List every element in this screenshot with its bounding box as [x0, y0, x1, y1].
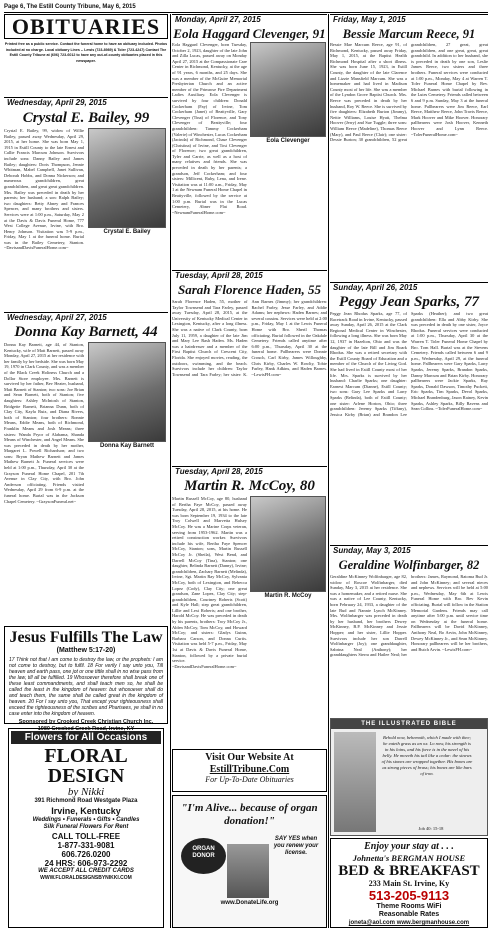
- floral-services: Weddings • Funerals • Gifts • Candles: [32, 816, 140, 823]
- obit-body-continued: [88, 237, 168, 307]
- obit-name: Eola Haggard Clevenger, 91: [173, 26, 326, 41]
- obit-photo: [250, 496, 326, 592]
- floral-hours: 24 HRS: 606-973-2292: [44, 858, 128, 868]
- obit-body: Crystal E. Bailey, 99, widow of Willie Bailey, passed away Wednesday, April 29, 2015, at her home. She was born May 1, 1915 in Estill County to the late Ernest and Callie Francis Marcum Johnson. Survivors include sons: Danny Bailey and James Bailey; daughters: Doris Thompson, Jennie Whitman, Mabel Campbell, Janet Sullivan, Deborah Hobbs, and Donna Nickerson; and numerous grandchildren, great grandchildren, and great great grandchildren. Mrs. Bailey was preceded in death by her parents; her husband; a son: Ralph Bailey; two daughters: Betty Abney and Frances Spencer, and many brothers and sisters. Services were at 1:00 p.m., Saturday, May 2 at the Davis & Davis Funeral Home, 777 West College Avenue, Irvine, with Bro. Henry Johnson. Visitation was 5-9 p.m., Friday, May 1 at the funeral home. Burial was in the Bailey Cemetery, Stanton. ~DavisandDavisFuneralHome.com~: [4, 128, 84, 251]
- obit-photo: [88, 342, 166, 442]
- floral-call: CALL TOLL-FREE: [51, 831, 121, 841]
- bible-title: THE ILLUSTRATED BIBLE: [331, 719, 487, 729]
- floral-by: by Nikki: [67, 786, 105, 798]
- scripture-reference: (Matthew 5:17-20): [56, 647, 116, 654]
- illustrated-bible-panel: [330, 718, 488, 836]
- obit-body: Martin Russell McCoy, age 80, husband of Bertha Faye McCoy, passed away Tuesday, April 28, 2015, at his home. He was born September 19, 1934 to the late Troy Colwell and Marvetta Hulsey McCoy. He was a Marine Corps veteran, serving from 1953-1962. Martin was a retired construction worker. Survivors include his wife, Bertha Faye Spencer McCoy, Stanton; sons, Martin Russell McCoy Jr. (Sheila), West Bend, and Darrell McCoy (Tina), Stanton; one daughter, Belinda Barnett (Danny), Irvine; grandchildren, Zachary Barnett (Melinda), Irvine, Sgt. Martin Ray McCoy, Sylvania McCoy, both of Lexington, and Rebecca Lopez (Cody), Clay City; one great grandson, Zane Lopez, Clay City; step-grandchildren, Courtney Roberts (Scott) and Kyle Hall; step great grandchildren, Lillie and Lexi Roberts; and one brother, Harold McCoy. He was preceded in death by his parents, brothers: Troy McCoy Jr., Alden McCoy, Tom McCoy, and Howard McCoy; and sisters: Gladys Guinn, Barbara Carson, and Donna Curtis. Visitation was held 5-7 p.m., Friday, May 1st at Davis & Davis Funeral Home, Stanton, followed by a private burial service. ~DavisandDavisFuneralHome.com~: [172, 496, 247, 669]
- obit-date: Tuesday, April 28, 2015: [172, 466, 327, 477]
- organ-ad-photo: [227, 844, 269, 898]
- obit-body: Geraldine McKinney Wolfinbarger, age 82, widow of Roscoe Wolfinbarger, died Sunday, May 3, 2015 at her residence. She was a homemaker, and a retired nurse. She was a native of Lee County, Kentucky, born February 24, 1933, a daughter of the late Bud and Nannie Lynch McKinney. Mrs. Wolfinbarger was preceded in death by her husband, her brothers Dewey McKinney, B.P. McKinney and Jessie Hopper; and her sister, Lillie Hopper. Survivors include her son Darrell Wolfinbarger (Joy); one granddaughter, Sabrina Neal (Anthony); her granddaughters Sierra and Hailee Neal; her brothers: James, Raymond, Ratoma Bud Jr. and John McKinney; and several nieces and nephews. Services will be held at 5:00 p.m., Wednesday, May 6th at Lewis Funeral Home with Bro. Bev Kevin officiating. Burial will follow in the Station Memorial Gardens. Friends may call anytime after 5:00 p.m. until service time on Wednesday at the funeral home. Pallbearers will be David McKinney, Anthony Neal, Bo Arvin, John McKinney, Dewey McKinney Jr., and Sean McKinney. Honorary pallbearers will be her brothers, and Butch Arvin. ~LewisFH.com~: [330, 574, 488, 658]
- obit-body-continued: [250, 602, 327, 744]
- photo-caption: Eola Clevenger: [266, 138, 310, 144]
- photo-caption: Crystal E. Bailey: [103, 229, 151, 235]
- column-divider: [328, 14, 329, 928]
- scripture-title: Jesus Fulfills The Law: [9, 629, 163, 646]
- page-header: Page 6, The Estill County Tribune, May 6, 2015: [4, 2, 488, 13]
- bed-and-breakfast-ad: [330, 838, 488, 928]
- bnb-house: Johnetta's BERGMAN HOUSE: [352, 853, 466, 863]
- website-ad-line1: Visit Our Website At: [205, 752, 294, 763]
- floral-name: FLORAL DESIGN: [44, 745, 128, 787]
- obit-name: Donna Kay Barnett, 44: [14, 324, 158, 340]
- obit-photo: [88, 128, 166, 228]
- bible-source: Job 40: 15-18: [418, 826, 444, 831]
- scripture-address: 1980 Crooked Creek Road, Irvine, KY: [37, 725, 135, 732]
- obit-name: Peggy Jean Sparks, 77: [339, 294, 479, 310]
- floral-silk: Silk Funeral Flowers For Rent: [43, 824, 129, 830]
- photo-caption: Martin R. McCoy: [264, 593, 312, 599]
- floral-phone: 1-877-331-9081: [57, 840, 115, 850]
- scripture-verse: 17 Think not that I am come to destroy the law, or the prophets: I am not come to destroy, but to fulfil. 18 For verily I say unto you, Till heaven and earth pass, one jot or one tittle shall in no wise pass from the law, till all be fulfilled. 19 Whosoever therefore shall break one of these least commandments, and shall teach men so, he shall be called the least in the kingdom of heaven: but whosoever shall do and teach them, the same shall be called great in the kingdom of heaven. 20 For I say unto you, That except your righteousness shall exceed the righteousness of the scribes and Pharisees, ye shall in no case enter into the kingdom of heaven.: [9, 657, 163, 717]
- obit-body: Donna Kay Barnett, age 44, of Stanton, Kentucky, wife of Matt Barnett, passed away Monday, April 27, 2015 at her residence with her family by her bedside. She was born May 19, 1970 in Clark County, and was a member of the Black Creek Holiness Church and a Dollar Store employee. Mrs. Barnett is survived by her father, Bev Heater, husband, Matt Barnett of Stanton; two sons: Joe Brian and Sean Barnett, both of Stanton; five daughters: Ashley McIntosh of Stanton, Bridgette Barnett, Brianna Dunn, both of Clay City, Kayla Ruiz, and Diana Rivers, both of Stanton; four brothers: Ronnie Means, Eddie Means, both of Richmond, Franklin Means and Josh Means; three sisters: Wanda Pryor of Alabama, Shanda Means of Winchester, and Angel Means. She was preceded in death by her mother, Margaret L. Powell Richardson; and two sons: Bryan Mathew Barnett and James Mathew Barnett Jr. Funeral services were held at 1:00 p.m., Thursday, April 30 at the Grayson Funeral Home Chapel, 201 7th Avenue in Clay City, with Bro. John Anderson officiating. Friends visited Wednesday, April 29 from 6-9 p.m. at the funeral home. Burial was in the Jackson Chapel Cemetery. ~GraysonFuneral.net~: [4, 342, 84, 504]
- bnb-enjoy: Enjoy your stay at . . .: [364, 841, 454, 852]
- floral-design-ad: [8, 728, 164, 928]
- obituaries-note: Printed free as a public service. Contact the funeral home to have an obituary included. Photos included at no charge. Local obituary Lines -- Lewis (723-8989) & Toler (723-4247) Contact The Estill County Tribune at (606) 723-6012 to have any out-of-county obituaries placed in this newspaper.: [4, 42, 168, 63]
- bnb-web[interactable]: joneta@aol.com www.bergmanhouse.com: [348, 920, 470, 926]
- obit-date: Tuesday, April 28, 2015: [172, 270, 327, 281]
- bible-quote: Behold now, behemoth, which I made with thee; he eateth grass as an ox. Lo now, his strength is in his loins, and his force is in the navel of his belly. He moveth his tail like a cedar: the sinews of his stones are wrapped together. His bones are as strong pieces of brass; his bones are like bars of iron.: [381, 735, 473, 776]
- obit-name: Bessie Marcum Reece, 91: [342, 27, 476, 41]
- obit-date: Sunday, May 3, 2015: [330, 545, 488, 556]
- obit-body: Sarah Florence Haden, 55, mother of Taylor Townsend and Tara Farley, passed away Tuesday, April 28, 2015, at the University of Kentucky Medical Center in Lexington, Kentucky, after a long illness. She was a native of Clark County, born July 11, 1959, a daughter of the late Jim and Mary Lee Rash Haden. Ms. Haden was a hairdresser and a member of the First Baptist Church of Crescent City, Florida. She enjoyed movies, reading, the outdoors, swimming, and the beach. Survivors include her children: Taylor Townsend and Tara Farley; her sister: K. Ann Barnes (Jimmy); her grandchildren: Rachel Farley, Jesse Farley, and Addie Adams; her nephews: Haden Barnes; and several cousins. Services were held at 2:00 p.m., Friday, May 1 at the Lewis Funeral Home with Bro. Sheril Thomas officiating. Burial followed in the Oakdale Cemetery. Friends called anytime after 6:00 p.m., Thursday, April 30 at the funeral home. Pallbearers were Donnie Crouch, Carl Kirby, James Willoughby, Chris Kirby, Charles W. Rowlty, Tobie Farley, Hank Adkins, and Haden Barnes. ~LewisFH.com~: [172, 299, 327, 377]
- obit-date: Monday, April 27, 2015: [172, 14, 327, 25]
- bnb-address: 233 Main St. Irvine, Ky: [368, 879, 450, 888]
- bnb-rates: Reasonable Rates: [378, 911, 440, 918]
- bnb-amenities: Theme Rooms WiFi: [376, 903, 442, 910]
- obit-name: Martin R. McCoy, 80: [184, 478, 315, 494]
- obit-date: Friday, May 1, 2015: [330, 14, 488, 25]
- organ-say-yes: SAY YES when you renew your license.: [273, 836, 319, 856]
- website-ad: [172, 749, 327, 792]
- obit-photo: [250, 42, 326, 137]
- obit-body-continued: [250, 147, 327, 267]
- obituaries-title: OBITUARIES: [4, 14, 168, 39]
- floral-banner: Flowers for All Occasions: [11, 731, 161, 744]
- floral-web[interactable]: WWW.FLORALDESIGNSBYNIKKI.COM: [40, 875, 132, 881]
- website-ad-line3: For Up-To-Date Obituaries: [205, 775, 294, 784]
- obit-date: Wednesday, April 27, 2015: [4, 312, 168, 323]
- obit-body: Peggy Jean Rhodus Sparks, age 77, of Racetrack Road in Irvine, Kentucky, passed away Sunday, April 26, 2015 at the Clark Regional Medical Center in Winchester, following a long illness. She was born May 12, 1937 in Hazelton, Ohio and was the daughter of the late Bill and Jim Roark Rhodus. She was a retired secretary with the Estill County Board of Education and a member of the Church of the Living God. She had lived in Estill County most of her life. Mrs. Sparks is survived by her husband: Charlie Sparks; one daughter: Earnest Marcum (Dianne), Estill County; two sons: Gary Lee Sparks and Larry Sparks (Belinda), both of Estill County; one sister: Arlene Horton, Ohio; three grandchildren: Jeremy Sparks (Tiffany), Jessica Kirby (Brian) and Brandon Lee Sparks (Heather); and two great grandchildren: Ella and Abby Kirby. She was preceded in death by one sister, Joyce Rhodus. Funeral services were conducted at 1:00 p.m., Thursday, April 30 at the Warren T. Toler Funeral Home Chapel by Bro. Tom Hall. Burial was at the Stevens Cemetery. Friends called between 6 and 9 p.m., Wednesday, April 29, at the funeral home. Pallbearers were Gary Sparks, Larry Sparks, Jeremy Sparks, Brandon Sparks, Danny Marcum and Brian Kirby. Honorary pallbearers were Jackie Sparks, Ray Sparks, Donald Dawson, Timothy Puckett, Eric Sparks, Tim Sparks, Devol Sparks, Michael Brandenburg, Jason Rainey, Kevin Sparks, Ashley Sparks, Billy Ravens and Sean Collins. ~TolerFuneralHome.com~: [330, 311, 488, 417]
- obit-name: Geraldine Wolfinbarger, 82: [338, 558, 480, 572]
- obit-body: Bessie Mae Marcum Reece, age 91, of Richmond, Kentucky, passed away Friday, May 1, 2015, at the Baptist Health Richmond Hospital after a short illness. She was born June 15, 1923, in Estill County, the daughter of the late Clarence and Lizzie Mansfield Marcum. She was a homemaker and had lived in Madison County most of her life. She was a member of the Lyndon Grove Baptist Church. Mrs. Reece was preceded in death by her husband, Roy W. Reece. She is survived by five daughters: Elizabeth Burton (Jimmy), Nettie Williams, Louise Hyatt, Thelma Hoover (Jerry) and Sue Tuggle; three sons: William Reece (Madeline), Thomas Reece (Mary), and Paul Reece (Clair); one sister: Dessie Burton; 30 grandchildren, 52 great grandchildren, 27 great, great grandchildren, and one great, great, great grandchild. In addition to her husband, she is preceded in death by one son, Leslie James Reece, two sisters and three brothers. Funeral services were conducted at 1:00 p.m., Monday, May 4 at Warren T. Toler Funeral Home Chapel by Rev. Michael Barnes with burial following in the Lutes Cemetery. Friends called between 6 and 9 p.m. Sunday, May 3 at the funeral home. Pallbearers were Jim Reece, Earl Reece, Matthew Reece, John Travis Reece, Mark Hoover and Mike Hoover. Honorary pallbearers were Josh Hoover, Kenneth Hoover and Lynn Reece. ~TolerFuneralHome.com~: [330, 42, 488, 143]
- floral-phone-local: 606.726.0200: [61, 849, 111, 859]
- obit-date: Sunday, April 26, 2015: [330, 282, 488, 293]
- column-divider: [170, 14, 171, 928]
- obit-name: Sarah Florence Haden, 55: [177, 282, 321, 297]
- photo-caption: Donna Kay Barnett: [99, 443, 154, 449]
- bible-illustration: [334, 732, 376, 832]
- organ-website[interactable]: www.DonateLife.org: [220, 900, 279, 906]
- scripture-box: [4, 626, 168, 732]
- bnb-phone: 513-205-9113: [368, 888, 450, 903]
- obit-body-continued: [88, 452, 168, 617]
- floral-cards: WE ACCEPT ALL CREDIT CARDS: [38, 867, 134, 874]
- obit-name: Crystal E. Bailey, 99: [22, 110, 150, 126]
- scripture-sponsor: Sponsored by Crooked Creek Christian Church Inc.: [18, 719, 154, 725]
- floral-address: 391 Richmond Road Westgate Plaza: [34, 798, 138, 804]
- floral-city: Irvine, Kentucky: [51, 805, 121, 816]
- bnb-title: BED & BREAKFAST: [338, 863, 480, 879]
- obit-date: Wednesday, April 29, 2015: [4, 97, 168, 108]
- website-link[interactable]: EstillTribune.Com: [209, 764, 290, 775]
- organ-donation-ad: [172, 795, 327, 928]
- organ-donor-badge: ORGAN DONOR: [181, 838, 226, 874]
- organ-quote: "I'm Alive... because of organ donation!": [181, 802, 318, 827]
- obit-body: Eola Haggard Clevenger, born Tuesday, October 2, 1923, daughter of the late John and Zilla Lucas, passed away on Monday April 27, 2015 at the Compassionate Care Center in Richmond, Kentucky, at the age of 91 years, 6 months, and 25 days. She was a member of the McGuire Memorial Presbyterian Church and an active member of the Primrose Fire Department Ladies Auxiliary. Eola Clevenger is survived by four children: Donald Cockerham (Fay) of Irvine, Tom Cockerham (Janet) of Beattyville, Gary Clevenger (Tina) of Florence, and Tony Clevenger of Beattyville; four grandchildren: Tammy Cockerham (Valerie) of Winchester, Lucas Cockerham (Jacinda) of Richmond, Chase Clevenger (Christina) of Irvine, and Tosi Clevenger of Florence; two great grandchildren, Tyler and Carrie, as well as a host of many relatives and friends. She was preceded in death by her parents; a grandson, Jeff Cockerham; and four sisters: Millicent, Ruby, Lena, and Irene. Visitation was at 11:00 a.m., Friday, May 1 at the Newnam Funeral Home Chapel in Beattyville, followed by the service at 1:00 p.m. Burial was in the Lucas Cemetery, Abner Flat Road. ~NewnamFuneralHome.com~: [172, 42, 247, 215]
